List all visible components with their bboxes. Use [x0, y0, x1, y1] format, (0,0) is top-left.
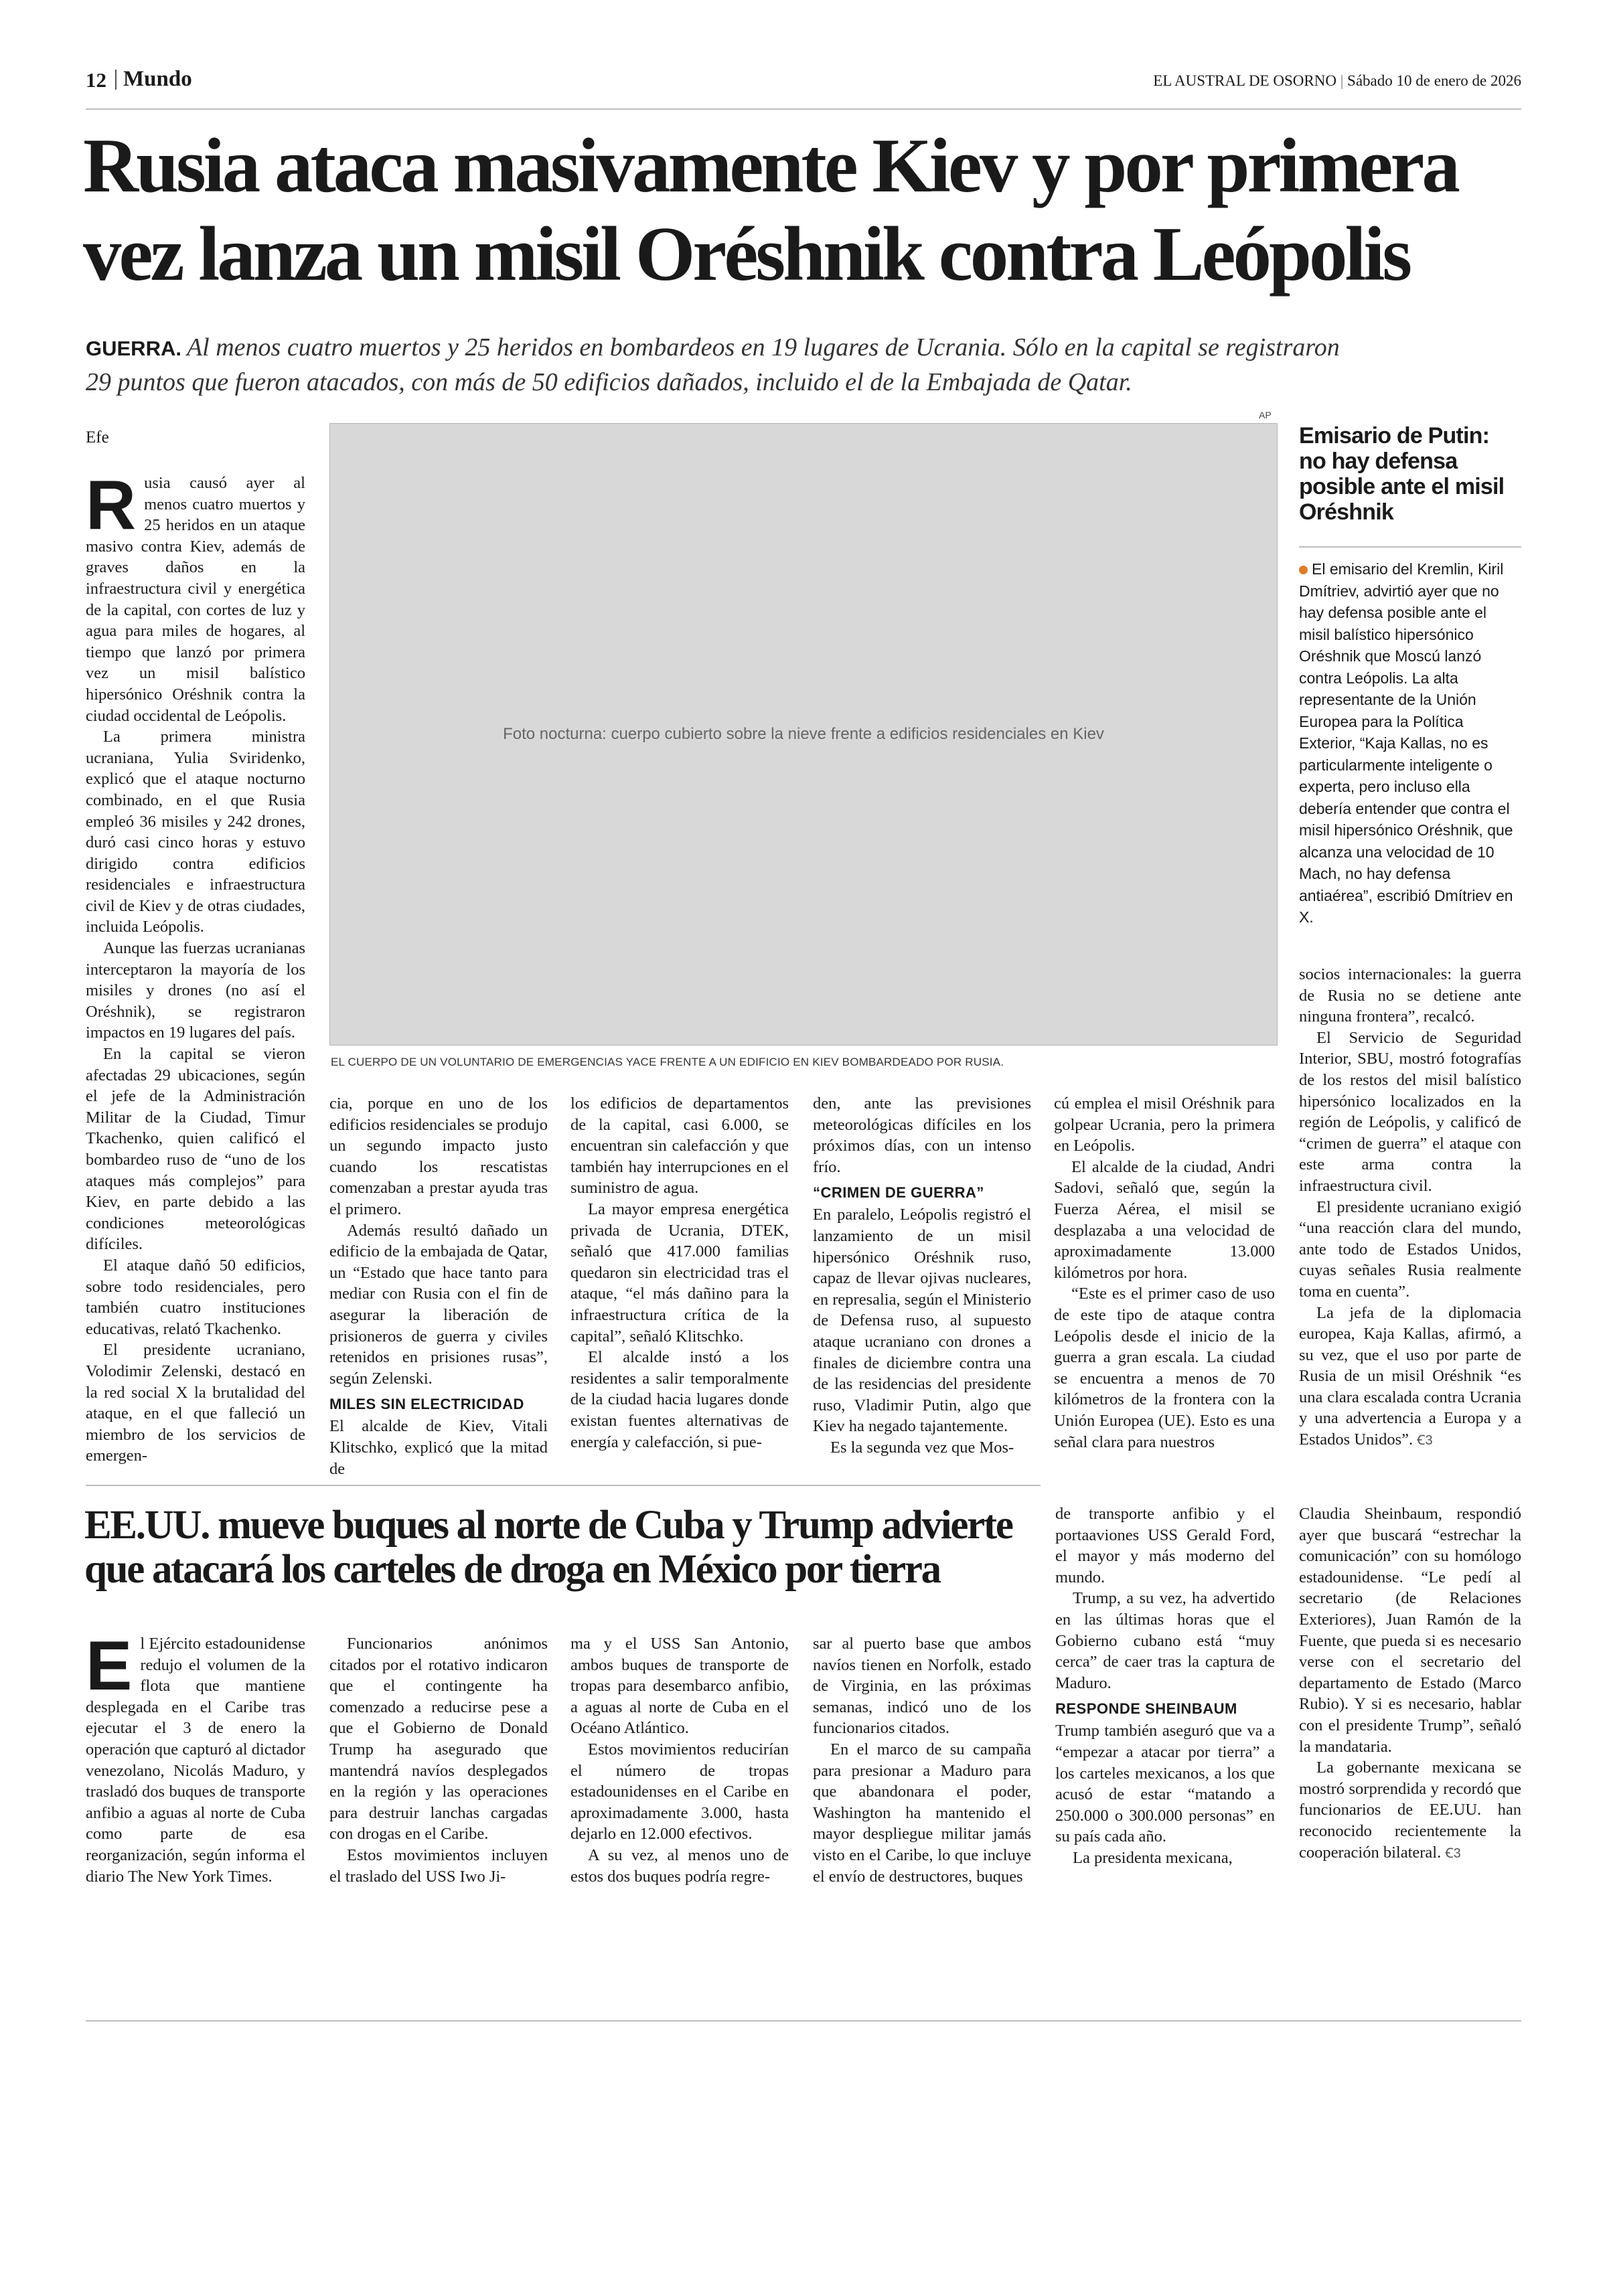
main-headline-line-2: vez lanza un misil Oréshnik contra Leópolis — [83, 212, 1410, 297]
main-photo-alt: Foto nocturna: cuerpo cubierto sobre la nieve frente a edificios residenciales en Kiev — [503, 725, 1104, 743]
publication-title: EL AUSTRAL DE OSORNO — [1153, 72, 1336, 89]
main-col2-p3: El alcalde de Kiev, Vitali Klitschko, explicó que la mitad de — [329, 1417, 548, 1478]
second-headline — [84, 1503, 1049, 1592]
second-col-3 — [570, 1633, 789, 1887]
second-headline-line-2: que atacará los carteles de droga en México por tierra — [84, 1547, 940, 1592]
main-col4-p3: Es la segunda vez que Mos- — [830, 1438, 1014, 1457]
main-col3-p2: La mayor empresa energética privada de Ucrania, DTEK, señaló que 417.000 familias quedaron sin electricidad tras el ataque, “el más dañino para la infraestructura crítica de la capital”, señaló Klitschko. — [570, 1200, 789, 1345]
publication-date: Sábado 10 de enero de 2026 — [1347, 72, 1521, 89]
main-col3-p1: los edificios de departamentos de la capital, casi 6.000, se encuentran sin calefacción y que también hay interrupciones en el suministro de agua. — [570, 1094, 789, 1198]
second-col5-p4: La presidenta mexicana, — [1073, 1848, 1233, 1867]
second-col3-p3: A su vez, al menos uno de estos dos buques podría regre- — [570, 1846, 789, 1886]
bottom-rule — [86, 2020, 1521, 2022]
second-col-4 — [813, 1633, 1031, 1887]
second-drop-cap: E — [86, 1627, 133, 1705]
main-col4-p1: den, ante las previsiones meteorológicas difíciles en los próximos días, con un intenso frío. — [813, 1094, 1031, 1176]
second-end-mark: Ꞓ3 — [1445, 1846, 1461, 1861]
second-col2-p2: Estos movimientos incluyen el traslado del USS Iwo Ji- — [329, 1846, 548, 1886]
section-name: Mundo — [123, 67, 192, 91]
subhead-sheinbaum: RESPONDE SHEINBAUM — [1055, 1700, 1237, 1718]
main-col-5 — [1054, 1093, 1275, 1453]
main-col1-p5: El ataque dañó 50 edificios, sobre todo residenciales, pero también cuatro instituciones educativas, relató Tkachenko. — [86, 1256, 305, 1338]
second-col-5 — [1055, 1503, 1275, 1869]
subhead-crimen: “CRIMEN DE GUERRA” — [813, 1184, 984, 1202]
second-headline-line-1: EE.UU. mueve buques al norte de Cuba y Trump advierte — [84, 1503, 1012, 1548]
main-col-6 — [1299, 964, 1521, 1452]
photo-credit: AP — [1259, 410, 1272, 420]
byline: Efe — [86, 428, 109, 446]
main-col5-p3: “Este es el primer caso de uso de este tipo de ataque contra Leópolis desde el inicio de la guerra a gran escala. La ciudad se encuentra a menos de 70 kilómetros de la frontera con la Unión Europea (UE). Esto es una señal clara para nuestros — [1054, 1285, 1275, 1451]
main-col4-p2: En paralelo, Leópolis registró el lanzamiento de un misil hipersónico Oréshnik ruso, capaz de llevar ojivas nucleares, en represalia, según el Ministerio de Defensa ruso, al supuesto ataque ucraniano con drones a finales de diciembre contra una de las residencias del presidente ruso, Vladimir Putin, algo que Kiev ha negado tajantemente. — [813, 1206, 1031, 1436]
sidebar-box — [1299, 423, 1521, 949]
header-date-divider: | — [1340, 72, 1348, 89]
main-photo — [329, 423, 1278, 1046]
second-col4-p2: En el marco de su campaña para presionar a Maduro para que abandonara el poder, Washington ha mantenido el mayor despliegue militar jamás visto en el Caribe, lo que incluye el envío de destructores, buques — [813, 1740, 1031, 1886]
main-deck — [86, 331, 1519, 399]
main-deck-line-2: 29 puntos que fueron atacados, con más de 50 edificios dañados, incluido el de la Embajada de Qatar. — [86, 368, 1132, 396]
second-col3-p1: ma y el USS San Antonio, ambos buques de transporte de tropas para desembarco anfibio, a aguas al norte de Cuba en el Océano Atlántico. — [570, 1635, 789, 1738]
second-col-1 — [86, 1627, 305, 1887]
sidebar-title: Emisario de Putin: no hay defensa posible ante el misil Oréshnik — [1299, 423, 1505, 525]
main-col2-p1: cia, porque en uno de los edificios residenciales se produjo un segundo impacto justo cuando los rescatistas comenzaban a prestar ayuda tras el primero. — [329, 1094, 548, 1218]
page-number: 12 — [86, 68, 106, 92]
main-col3-p3: El alcalde instó a los residentes a salir temporalmente de la ciudad hacia lugares donde existan fuentes alternativas de energía y calefacción, si pue- — [570, 1348, 789, 1451]
deck-text-1: Al menos cuatro muertos y 25 heridos en bombardeos en 19 lugares de Ucrania. Sólo en la capital se registraron — [186, 333, 1340, 361]
publication-name — [1153, 72, 1521, 90]
subhead-electricidad: MILES SIN ELECTRICIDAD — [329, 1396, 524, 1413]
page-header — [86, 66, 1521, 96]
header-rule — [86, 108, 1521, 110]
second-col2-p1: Funcionarios anónimos citados por el rotativo indicaron que el contingente ha comenzado a reducirse pese a que el Gobierno de Donald Trump ha asegurado que mantendrá navíos desplegados en la región y las operaciones para destruir lanchas cargadas con drogas en el Caribe. — [329, 1635, 548, 1843]
main-col6-p3: El presidente ucraniano exigió “una reacción clara del mundo, ante todo de Estados Unidos, cuyas señales Rusia realmente toma en cuenta”. — [1299, 1198, 1521, 1301]
main-col1-p4: En la capital se vieron afectadas 29 ubicaciones, según el jefe de la Administración Militar de la Ciudad, Timur Tkachenko, quien calificó el bombardeo ruso de “uno de los ataques más complejos” para Kiev, en parte debido a las condiciones meteorológicas difíciles. — [86, 1045, 305, 1254]
main-col-4 — [813, 1093, 1031, 1459]
second-col1-p1: l Ejército estadounidense redujo el volumen de la flota que mantiene desplegada en el Caribe tras ejecutar el 3 de enero la operación que capturó al dictador venezolano, Nicolás Maduro, y trasladó dos buques de transporte anfibio a aguas al norte de Cuba como parte de esa reorganización, según informa el diario The New York Times. — [86, 1635, 305, 1886]
main-col-1 — [86, 467, 305, 1477]
second-col-2 — [329, 1633, 548, 1887]
second-col4-p1: sar al puerto base que ambos navíos tienen en Norfolk, estado de Virginia, en las próximas semanas, indicó uno de los funcionarios citados. — [813, 1635, 1031, 1738]
main-col5-p2: El alcalde de la ciudad, Andri Sadovi, señaló que, según la Fuerza Aérea, el misil se desplazaba a una velocidad de aproximadamente 13.000 kilómetros por hora. — [1054, 1157, 1275, 1282]
main-col-2 — [329, 1093, 548, 1479]
article-divider — [86, 1485, 1041, 1486]
main-col1-p3: Aunque las fuerzas ucranianas interceptaron la mayoría de los misiles y drones (no así el Oréshnik), se registraron impactos en 19 lugares del país. — [86, 939, 305, 1042]
main-deck-line-1 — [86, 331, 1519, 365]
sidebar-rule — [1299, 546, 1521, 548]
drop-cap: R — [86, 467, 137, 544]
main-col1-p2: La primera ministra ucraniana, Yulia Sviridenko, explicó que el ataque nocturno combinado, en el que Rusia empleó 36 misiles y 242 drones, duró casi cinco horas y estuvo dirigido contra edificios residenciales e infraestructura civil de Kiev y de otras ciudades, incluida Leópolis. — [86, 728, 305, 936]
main-headline-line-1: Rusia ataca masivamente Kiev y por primera — [83, 123, 1458, 208]
main-col1-p1: usia causó ayer al menos cuatro muertos y 25 heridos en un ataque masivo contra Kiev, además de graves daños en la infraestructura civil y energética de la capital, con cortes de luz y agua para miles de hogares, al tiempo que lanzó por primera vez un misil balístico hipersónico Oréshnik contra la ciudad occidental de Leópolis. — [86, 474, 305, 725]
second-col6-p2: La gobernante mexicana se mostró sorprendida y recordó que funcionarios de EE.UU. han reconocido recientemente la cooperación bilateral. — [1299, 1758, 1521, 1862]
second-col5-p2: Trump, a su vez, ha advertido en las últimas horas que el Gobierno cubano está “muy cerca” de caer tras la captura de Maduro. — [1055, 1589, 1275, 1692]
sidebar-body — [1299, 558, 1521, 928]
main-col6-p2: El Servicio de Seguridad Interior, SBU, mostró fotografías de los restos del misil balístico hipersónico localizados en la región de Leópolis, y calificó de “crimen de guerra” el ataque con este arma contra la infraestructura civil. — [1299, 1028, 1521, 1195]
header-divider — [115, 70, 117, 90]
second-col5-p1: de transporte anfibio y el portaaviones USS Gerald Ford, el mayor y más moderno del mundo. — [1055, 1505, 1275, 1586]
main-headline — [83, 122, 1529, 299]
main-col6-p4: La jefa de la diplomacia europea, Kaja Kallas, afirmó, a su vez, que el uso por parte de Rusia de un misil Oréshnik “es una clara escalada contra Ucrania y una advertencia a Europa y a Estados Unidos”. — [1299, 1303, 1521, 1449]
kicker: GUERRA. — [86, 337, 181, 360]
main-col1-p6: El presidente ucraniano, Volodimir Zelenski, destacó en la red social X la brutalidad del ataque, en el que falleció un miembro de los servicios de emergen- — [86, 1341, 305, 1465]
sidebar-bullet — [1299, 566, 1308, 574]
end-mark: Ꞓ3 — [1417, 1433, 1433, 1449]
sidebar-text: El emisario del Kremlin, Kiril Dmítriev, advirtió ayer que no hay defensa posible ante el misil balístico hipersónico Oréshnik que Moscú lanzó contra Leópolis. La alta representante de la Unión Europea para la Política Exterior, “Kaja Kallas, no es particularmente inteligente o experta, pero incluso ella debería entender que contra el misil hipersónico Oréshnik, que alcanza una velocidad de 10 Mach, no hay defensa antiaérea”, escribió Dmítriev en X. — [1299, 560, 1513, 926]
main-col5-p1: cú emplea el misil Oréshnik para golpear Ucrania, pero la primera en Leópolis. — [1054, 1094, 1275, 1155]
main-col-3 — [570, 1093, 789, 1453]
second-col6-p1: Claudia Sheinbaum, respondió ayer que buscará “estrechar la comunicación” con su homólogo estadounidense. “Le pedí al secretario (de Relaciones Exteriores), Juan Ramón de la Fuente, que pueda si es necesario verse con el secretario del departamento de Estado (Marco Rubio). Y si es necesario, hablar con el presidente Trump”, señaló la mandataria. — [1299, 1505, 1521, 1756]
second-col-6 — [1299, 1503, 1521, 1864]
photo-caption: EL CUERPO DE UN VOLUNTARIO DE EMERGENCIAS YACE FRENTE A UN EDIFICIO EN KIEV BOMBARDEADO POR RUSIA. — [331, 1056, 1004, 1068]
second-col5-p3: Trump también aseguró que va a “empezar a atacar por tierra” a los carteles mexicanos, a los que acusó de estar “matando a 250.000 o 300.000 personas” en su país cada año. — [1055, 1722, 1275, 1846]
main-col2-p2: Además resultó dañado un edificio de la embajada de Qatar, un “Estado que hace tanto para mediar con Rusia con el fin de asegurar la liberación de prisioneros de guerra y civiles retenidos en prisiones rusas”, según Zelenski. — [329, 1221, 548, 1388]
main-col6-p1: socios internacionales: la guerra de Rusia no se detiene ante ninguna frontera”, recalcó. — [1299, 965, 1521, 1026]
second-col3-p2: Estos movimientos reducirían el número de tropas estadounidenses en el Caribe en aproximadamente 3.000, hasta dejarlo en 12.000 efectivos. — [570, 1740, 789, 1843]
